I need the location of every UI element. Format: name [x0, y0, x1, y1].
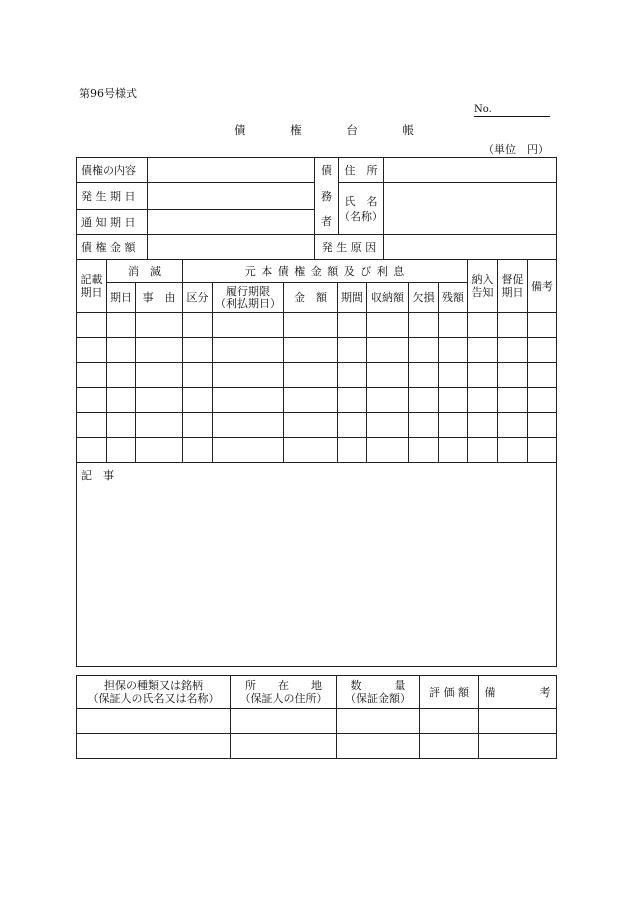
name-label: 氏 名 （名称）	[339, 183, 384, 235]
table-row	[77, 338, 557, 363]
cause-label: 発 生 原 因	[315, 235, 384, 260]
table-cell[interactable]	[107, 363, 136, 388]
table-cell[interactable]	[528, 313, 557, 338]
table-cell[interactable]	[284, 438, 338, 463]
table-cell[interactable]	[367, 413, 409, 438]
table-cell[interactable]	[136, 338, 183, 363]
claim-content-field[interactable]	[148, 158, 315, 183]
table-cell[interactable]	[338, 388, 367, 413]
table-row	[77, 313, 557, 338]
remarks-header: 備考	[528, 260, 557, 313]
table-cell[interactable]	[338, 313, 367, 338]
table-cell[interactable]	[183, 363, 213, 388]
unit-label: （単位 円）	[483, 143, 549, 156]
table-cell[interactable]	[528, 388, 557, 413]
cause-field[interactable]	[384, 235, 557, 260]
table-cell[interactable]	[468, 338, 498, 363]
table-row	[77, 363, 557, 388]
table-cell[interactable]	[213, 363, 284, 388]
table-cell[interactable]	[498, 313, 528, 338]
table-cell[interactable]	[439, 388, 468, 413]
record-number-label: No.	[474, 104, 492, 115]
table-cell[interactable]	[213, 438, 284, 463]
quantity-header: 数 量 （保証金額）	[337, 676, 420, 709]
table-cell[interactable]	[231, 709, 337, 734]
table-cell[interactable]	[183, 388, 213, 413]
table-cell[interactable]	[409, 363, 439, 388]
table-cell[interactable]	[479, 734, 557, 759]
table-cell[interactable]	[107, 413, 136, 438]
table-cell[interactable]	[367, 438, 409, 463]
table-row	[77, 709, 557, 734]
table-cell[interactable]	[107, 388, 136, 413]
table-cell[interactable]	[136, 363, 183, 388]
table-cell[interactable]	[498, 388, 528, 413]
record-number-field[interactable]	[474, 103, 550, 117]
claim-amount-label: 債 権 金 額	[77, 235, 148, 260]
table-cell[interactable]	[107, 338, 136, 363]
table-cell[interactable]	[284, 413, 338, 438]
accrual-date-label: 発 生 期 日	[77, 183, 148, 210]
table-cell[interactable]	[213, 313, 284, 338]
table-cell[interactable]	[409, 313, 439, 338]
balance-header: 残額	[439, 283, 468, 313]
category-header: 区分	[183, 283, 213, 313]
table-cell[interactable]	[284, 313, 338, 338]
document-title	[234, 122, 414, 138]
table-cell[interactable]	[498, 363, 528, 388]
table-cell[interactable]	[183, 313, 213, 338]
table-cell[interactable]	[409, 338, 439, 363]
loss-header: 欠損	[409, 283, 439, 313]
claim-content-label: 債権の内容	[77, 158, 148, 183]
table-cell[interactable]	[136, 388, 183, 413]
table-cell[interactable]	[498, 338, 528, 363]
notes-label: 記 事	[81, 469, 114, 482]
table-cell[interactable]	[183, 438, 213, 463]
table-cell[interactable]	[498, 438, 528, 463]
received-header: 収納額	[367, 283, 409, 313]
period-header: 期間	[338, 283, 367, 313]
table-cell[interactable]	[468, 388, 498, 413]
table-cell[interactable]	[338, 338, 367, 363]
table-cell[interactable]	[213, 388, 284, 413]
table-cell[interactable]	[338, 438, 367, 463]
notes-area[interactable]	[77, 463, 557, 667]
principal-table	[76, 259, 557, 667]
table-cell[interactable]	[136, 438, 183, 463]
table-row	[77, 413, 557, 438]
table-cell[interactable]	[468, 438, 498, 463]
table-cell[interactable]	[284, 388, 338, 413]
table-cell[interactable]	[468, 313, 498, 338]
claim-info-table	[76, 157, 557, 260]
table-cell[interactable]	[528, 438, 557, 463]
title-char: 権	[290, 123, 302, 137]
entry-date-header: 記載 期日	[77, 260, 107, 313]
address-field[interactable]	[384, 158, 557, 183]
table-cell[interactable]	[107, 313, 136, 338]
ext-reason-header: 事 由	[136, 283, 183, 313]
title-char: 台	[346, 123, 358, 137]
table-cell[interactable]	[468, 413, 498, 438]
table-cell[interactable]	[528, 363, 557, 388]
table-cell[interactable]	[284, 338, 338, 363]
table-cell[interactable]	[77, 363, 107, 388]
location-header: 所 在 地 （保証人の住所）	[231, 676, 337, 709]
notice-date-field[interactable]	[148, 210, 315, 235]
table-cell[interactable]	[439, 313, 468, 338]
table-cell[interactable]	[528, 413, 557, 438]
table-cell[interactable]	[77, 413, 107, 438]
table-cell[interactable]	[528, 338, 557, 363]
title-char: 帳	[402, 123, 414, 137]
table-cell[interactable]	[439, 413, 468, 438]
table-cell[interactable]	[77, 709, 231, 734]
table-cell[interactable]	[338, 413, 367, 438]
table-cell[interactable]	[284, 363, 338, 388]
reminder-date-header: 督促 期日	[498, 260, 528, 313]
table-cell[interactable]	[367, 388, 409, 413]
table-cell[interactable]	[439, 363, 468, 388]
table-cell[interactable]	[338, 363, 367, 388]
table-cell[interactable]	[420, 709, 479, 734]
table-cell[interactable]	[367, 338, 409, 363]
table-cell[interactable]	[77, 734, 231, 759]
table-cell[interactable]	[337, 709, 420, 734]
table-cell[interactable]	[213, 413, 284, 438]
claim-amount-field[interactable]	[148, 235, 315, 260]
table-cell[interactable]	[213, 338, 284, 363]
table-cell[interactable]	[439, 438, 468, 463]
table-cell[interactable]	[77, 388, 107, 413]
table-cell[interactable]	[77, 313, 107, 338]
table-row	[77, 438, 557, 463]
notice-date-label: 通 知 期 日	[77, 210, 148, 235]
collateral-remarks-header: 備 考	[479, 676, 557, 709]
ext-date-header: 期日	[107, 283, 136, 313]
table-cell[interactable]	[107, 438, 136, 463]
notice-header: 納入 告知	[468, 260, 498, 313]
name-field[interactable]	[384, 183, 557, 235]
address-label: 住 所	[339, 158, 384, 183]
table-cell[interactable]	[231, 734, 337, 759]
table-cell[interactable]	[420, 734, 479, 759]
table-cell[interactable]	[367, 313, 409, 338]
table-cell[interactable]	[183, 338, 213, 363]
table-cell[interactable]	[183, 413, 213, 438]
table-row	[77, 734, 557, 759]
accrual-date-field[interactable]	[148, 183, 315, 210]
debtor-label: 債 務 者	[315, 158, 339, 235]
amount-header: 金 額	[284, 283, 338, 313]
table-cell[interactable]	[468, 363, 498, 388]
table-cell[interactable]	[136, 413, 183, 438]
table-cell[interactable]	[367, 363, 409, 388]
table-cell[interactable]	[77, 438, 107, 463]
table-cell[interactable]	[136, 313, 183, 338]
form-number: 第96号様式	[79, 87, 137, 100]
table-cell[interactable]	[409, 413, 439, 438]
extinction-header: 消 滅	[107, 260, 183, 283]
valuation-header: 評 価 額	[420, 676, 479, 709]
principal-header: 元 本 債 権 金 額 及 び 利 息	[183, 260, 468, 283]
table-cell[interactable]	[479, 709, 557, 734]
due-date-header: 履行期限 （利払期日）	[213, 283, 284, 313]
table-cell[interactable]	[337, 734, 420, 759]
title-char: 債	[234, 123, 246, 137]
collateral-kind-header: 担保の種類又は銘柄 （保証人の氏名又は名称）	[77, 676, 231, 709]
table-cell[interactable]	[439, 338, 468, 363]
collateral-table	[76, 675, 557, 759]
table-row	[77, 388, 557, 413]
table-cell[interactable]	[498, 413, 528, 438]
table-cell[interactable]	[409, 438, 439, 463]
table-cell[interactable]	[409, 388, 439, 413]
table-cell[interactable]	[77, 338, 107, 363]
